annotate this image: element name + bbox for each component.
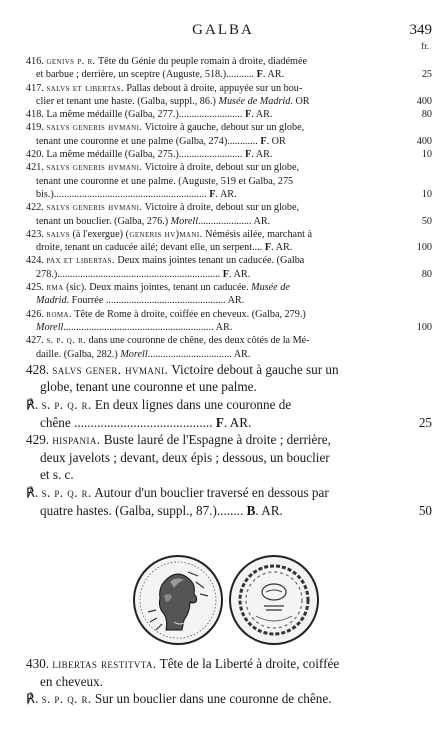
entry-text: Victoire à droite, debout sur un globe, [142, 202, 300, 214]
entry-text: F [244, 109, 252, 121]
entry-line [26, 201, 400, 214]
entry-text: En deux lignes dans une couronne de [91, 397, 292, 413]
entry-text: . AR. [271, 242, 293, 254]
entry-text: 430. [26, 656, 53, 671]
entry-text: 418. La même médaille (Galba, 277.)......................... [26, 109, 245, 121]
entry-text: ........................................................... AR. [63, 321, 233, 333]
price-value: 100 [416, 242, 432, 254]
entry-text: Tête du Génie du peuple romain à droite, diadémée [95, 56, 307, 67]
entry-text: Morell [120, 348, 148, 360]
entry-text: ℟. [26, 691, 42, 707]
coin-legend: s. p. q. r. [46, 335, 87, 347]
entry-text: 422. [26, 202, 47, 214]
entry-line [26, 108, 400, 121]
entry-text: 427. [26, 335, 47, 347]
entry-text: Pallas debout à droite, appuyée sur un bou- [123, 82, 303, 94]
coin-obverse-image [130, 552, 226, 648]
entry-text: 421. [26, 162, 47, 174]
catalog-entry [0, 334, 446, 361]
entry-line [26, 414, 400, 432]
price-value: 100 [416, 321, 432, 333]
entry-line [26, 378, 400, 396]
entry-line [26, 55, 400, 68]
entry-line [26, 321, 400, 334]
entry-line [26, 175, 400, 188]
entry-text: Morell [36, 321, 64, 333]
catalog-entry [0, 655, 446, 690]
catalog-entry [0, 281, 446, 308]
price-value: 10 [421, 188, 432, 200]
catalog-entry [0, 148, 446, 161]
entry-text: globe, tenant une couronne et une palme. [40, 379, 257, 395]
catalog-entry [0, 108, 446, 121]
entry-text: . OR [266, 135, 286, 147]
catalog-entry [0, 690, 446, 708]
entry-text: . Fourrée ............................................... AR. [66, 295, 245, 307]
coin-legend: genivs p. r. [46, 56, 96, 67]
entry-text: droite, tenant un caducée ailé; devant elle, un serpent.... [36, 242, 265, 254]
entry-text: tenant un bouclier. (Galba, 276.) [36, 215, 171, 227]
entry-text: Victoire à gauche, debout sur un globe, [142, 122, 305, 134]
entry-text: 417. [26, 82, 47, 94]
coin-legend: hispania. [52, 432, 101, 448]
entry-text: F [209, 188, 216, 200]
entry-line [26, 135, 400, 148]
entry-text: Musée de [251, 282, 290, 294]
coin-legend: (generis hv)mani. [125, 228, 203, 240]
entry-text: . AR. [262, 69, 285, 81]
entry-text: F [244, 149, 252, 161]
page-number: 349 [409, 22, 432, 38]
entry-text: 416. [26, 56, 47, 67]
catalog-entry [0, 201, 446, 228]
entry-text: ℟. [26, 484, 42, 500]
catalog-entry [0, 431, 446, 484]
entry-text: Deux mains jointes tenant un caducée. (Galba [114, 255, 305, 267]
entry-text: Sur un bouclier dans une couronne de chêne. [91, 691, 332, 707]
catalog-entry [0, 396, 446, 431]
entry-line [26, 68, 400, 81]
entry-line [26, 281, 400, 294]
catalog-entry [0, 82, 446, 109]
price-value: 80 [421, 109, 432, 121]
entry-text: . AR. [229, 268, 251, 280]
entry-line [26, 148, 400, 161]
entry-text: Madrid [36, 295, 67, 307]
coin-legend: rma [46, 282, 64, 294]
entry-text: . AR. [255, 502, 283, 518]
price-value: 25 [418, 414, 432, 430]
entry-text: tenant une couronne et une palme (Galba, 274)............ [36, 135, 261, 147]
entry-text: Victoire debout à gauche sur un [168, 361, 339, 377]
entry-text: dans une couronne de chêne, des deux côtés de la Mé- [86, 335, 310, 347]
entry-text: quatre hastes. (Galba, suppl., 87.)........ [40, 502, 247, 518]
entry-line [26, 121, 400, 134]
coin-legend: salvs gener. hvmani. [52, 361, 169, 377]
catalog-entry [0, 228, 446, 255]
entry-line [26, 161, 400, 174]
entry-text: 424. [26, 255, 47, 267]
entry-text: daille. (Galba, 282.) [36, 348, 121, 360]
entry-text: Némésis ailée, marchant à [202, 228, 313, 240]
coin-legend: salvs generis hvmani. [46, 202, 143, 214]
running-title: GALBA [192, 22, 254, 38]
catalog-entry [0, 55, 446, 82]
catalog-entry [0, 121, 446, 148]
catalog-entry [0, 308, 446, 335]
price-value: 50 [418, 502, 432, 518]
entry-line [26, 254, 400, 267]
entry-text: Tête de la Liberté à droite, coiffée [156, 656, 340, 671]
price-value: 10 [421, 149, 432, 161]
entry-text: Buste lauré de l'Espagne à droite ; derrière, [100, 432, 331, 448]
coin-legend: roma. [46, 308, 72, 320]
entry-text: et s. c. [40, 467, 74, 483]
page-header [0, 22, 446, 52]
coin-illustration [0, 552, 446, 652]
entry-line [26, 294, 400, 307]
entry-text: . AR. [251, 109, 273, 121]
entry-text: Musée de Madrid [218, 95, 291, 107]
price-value: 400 [416, 135, 432, 147]
entry-line [26, 308, 400, 321]
price-unit-label: fr. [421, 41, 429, 51]
entry-line [26, 673, 400, 691]
entry-text: F [222, 268, 230, 280]
entry-text: (sic). Deux mains jointes, tenant un caducée. [63, 282, 252, 294]
price-value: 50 [421, 215, 432, 227]
entry-text: 278.)................................................................ [36, 268, 223, 280]
entry-line [26, 502, 400, 520]
entry-line [26, 396, 400, 414]
entry-text: F [264, 242, 272, 254]
entry-line [26, 431, 400, 449]
entry-line [26, 188, 400, 201]
entry-line [26, 449, 400, 467]
entry-text: 428. [26, 361, 53, 377]
coin-legend: pax et libertas. [46, 255, 115, 267]
catalog-entry [0, 254, 446, 281]
entry-text: . OR [290, 95, 310, 107]
entry-text: tenant une couronne et une palme. (Auguste, 519 et Galba, 275 [36, 175, 294, 187]
entry-line [26, 348, 400, 361]
entry-text: en cheveux. [40, 673, 103, 689]
catalog-entry [0, 361, 446, 396]
entry-text: chêne .......................................... [40, 414, 216, 430]
entry-text: clier et tenant une haste. (Galba, suppl., 86.) [36, 95, 219, 107]
entry-text: 419. [26, 122, 47, 134]
entry-text: bis.)............................................................ [36, 188, 210, 200]
entry-text: Morell [170, 215, 199, 227]
entry-line [26, 466, 400, 484]
coin-legend: s. p. q. r. [41, 691, 92, 707]
entry-line [26, 82, 400, 95]
entry-line [26, 215, 400, 228]
catalog-entries-continued [0, 655, 446, 708]
entry-text: deux javelots ; devant, deux épis ; dessous, un bouclier [40, 449, 330, 465]
entry-line [26, 484, 400, 502]
entry-text: F [256, 69, 263, 81]
entry-text: . AR. [223, 414, 252, 430]
entry-text: Tête de Rome à droite, coiffée en cheveux. (Galba, 279.) [71, 308, 306, 320]
entry-text: F [215, 414, 224, 430]
catalog-entries [0, 55, 446, 519]
coin-legend: salvs generis hvmani. [46, 162, 143, 174]
entry-text: 426. [26, 308, 47, 320]
entry-line [26, 228, 400, 241]
entry-line [26, 655, 400, 673]
price-value: 80 [421, 268, 432, 280]
entry-line [26, 690, 400, 708]
entry-line [26, 241, 400, 254]
entry-text: (à l'exergue) [69, 228, 126, 240]
entry-text: 425. [26, 282, 47, 294]
entry-text: 423. [26, 228, 47, 240]
entry-text: Victoire à droite, debout sur un globe, [142, 162, 300, 174]
entry-text: . AR. [215, 188, 237, 200]
entry-text: F [260, 135, 267, 147]
catalog-entry [0, 484, 446, 519]
entry-line [26, 361, 400, 379]
entry-text: 420. La même médaille (Galba, 275.)......................... [26, 149, 245, 161]
coin-legend: salvs [46, 228, 70, 240]
coin-legend: s. p. q. r. [41, 484, 92, 500]
entry-line [26, 268, 400, 281]
coin-legend: libertas restitvta. [52, 656, 157, 671]
entry-line [26, 95, 400, 108]
entry-text: et barbue ; derrière, un sceptre (Auguste, 518.)........... [36, 69, 257, 81]
entry-text: 429. [26, 432, 53, 448]
catalog-entry [0, 161, 446, 201]
entry-text: Autour d'un bouclier traversé en dessous par [91, 484, 329, 500]
entry-line [26, 334, 400, 347]
entry-text: ................................. AR. [147, 348, 251, 360]
coin-legend: salvs et libertas. [46, 82, 124, 94]
coin-legend: salvs generis hvmani. [46, 122, 143, 134]
entry-text: ..................... AR. [198, 215, 271, 227]
entry-text: . AR. [251, 149, 273, 161]
coin-reverse-image [226, 552, 322, 648]
coin-legend: s. p. q. r. [41, 397, 92, 413]
price-value: 400 [416, 95, 432, 107]
entry-text: B [246, 502, 256, 518]
price-value: 25 [421, 69, 432, 81]
entry-text: ℟. [26, 397, 42, 413]
